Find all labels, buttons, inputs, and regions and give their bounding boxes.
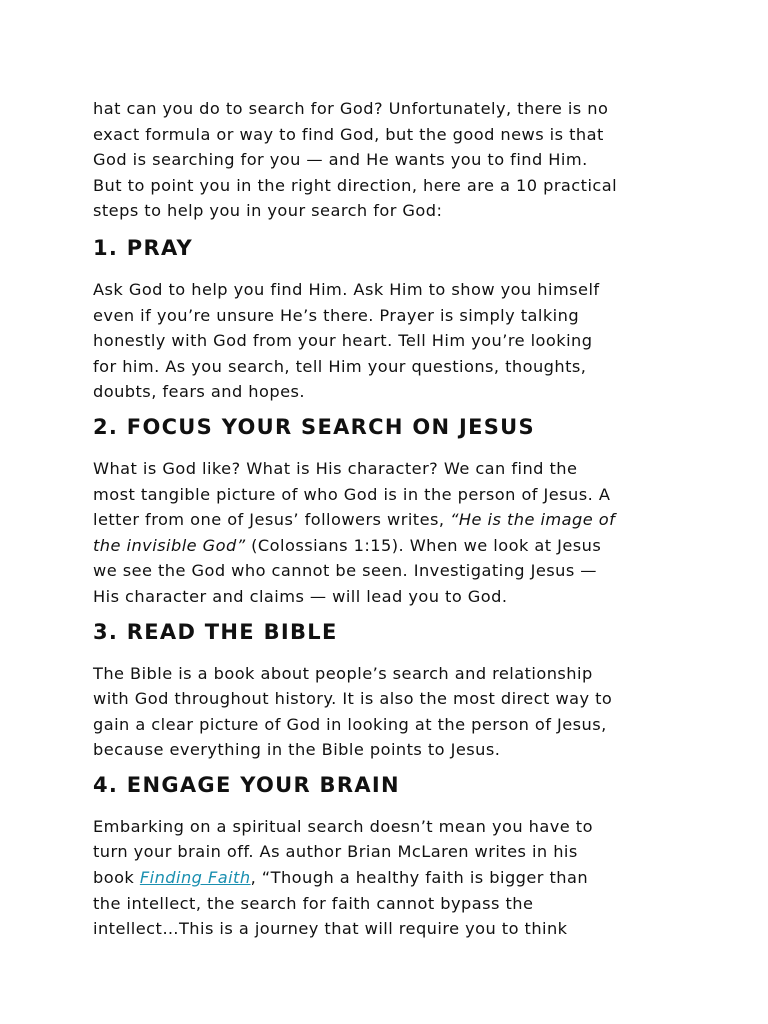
paragraph-line: What is God like? What is His character? We can find the — [93, 458, 578, 478]
paragraph-line: Embarking on a spiritual search doesn’t mean you have to — [93, 816, 593, 836]
section-paragraph-focus-on-jesus — [93, 456, 683, 610]
section-heading-pray: 1. PRAY — [93, 235, 194, 260]
paragraph-line: The Bible is a book about people’s search and relationship — [93, 663, 593, 683]
paragraph-line: the intellect, the search for faith cannot bypass the — [93, 893, 534, 913]
document-page — [93, 96, 683, 942]
scripture-quote: the invisible God” — [93, 535, 246, 555]
scripture-quote: “He is the image of — [450, 510, 616, 530]
finding-faith-link[interactable]: Finding Faith — [139, 868, 251, 888]
section-paragraph-read-the-bible — [93, 661, 683, 763]
paragraph-text: book — [93, 868, 140, 888]
paragraph-line — [93, 507, 683, 533]
intro-line: God is searching for you — and He wants you to find Him. — [93, 150, 588, 170]
intro-line: steps to help you in your search for God: — [93, 201, 443, 221]
paragraph-text: , “Though a healthy faith is bigger than — [250, 868, 589, 888]
paragraph-line — [93, 533, 683, 559]
paragraph-line: even if you’re unsure He’s there. Prayer is simply talking — [93, 305, 580, 325]
paragraph-line: with God throughout history. It is also the most direct way to — [93, 689, 613, 709]
paragraph-line: honestly with God from your heart. Tell Him you’re looking — [93, 331, 593, 351]
paragraph-line: doubts, fears and hopes. — [93, 382, 305, 402]
intro-line: hat can you do to search for God? Unfortunately, there is no — [93, 99, 609, 118]
section-heading-engage-your-brain: 4. ENGAGE YOUR BRAIN — [93, 772, 400, 797]
intro-paragraph — [93, 96, 683, 224]
paragraph-line — [93, 865, 683, 891]
section-heading-read-the-bible: 3. READ THE BIBLE — [93, 619, 338, 644]
paragraph-line: turn your brain off. As author Brian McLaren writes in his — [93, 842, 578, 862]
intro-line: But to point you in the right direction, here are a 10 practical — [93, 175, 618, 195]
paragraph-line: His character and claims — will lead you to God. — [93, 586, 508, 606]
intro-line: exact formula or way to find God, but the good news is that — [93, 124, 604, 144]
paragraph-line: intellect…This is a journey that will require you to think — [93, 919, 568, 939]
paragraph-line: for him. As you search, tell Him your questions, thoughts, — [93, 356, 587, 376]
section-heading-focus-on-jesus: 2. FOCUS YOUR SEARCH ON JESUS — [93, 414, 535, 439]
paragraph-line: we see the God who cannot be seen. Investigating Jesus — — [93, 561, 597, 581]
paragraph-text: letter from one of Jesus’ followers writes, — [93, 510, 451, 530]
paragraph-line: gain a clear picture of God in looking at the person of Jesus, — [93, 714, 607, 734]
paragraph-line: because everything in the Bible points to Jesus. — [93, 740, 501, 760]
paragraph-line: most tangible picture of who God is in the person of Jesus. A — [93, 484, 611, 504]
section-paragraph-engage-your-brain — [93, 814, 683, 942]
paragraph-line: Ask God to help you find Him. Ask Him to show you himself — [93, 279, 600, 299]
section-paragraph-pray — [93, 277, 683, 405]
paragraph-text: (Colossians 1:15). When we look at Jesus — [245, 535, 602, 555]
